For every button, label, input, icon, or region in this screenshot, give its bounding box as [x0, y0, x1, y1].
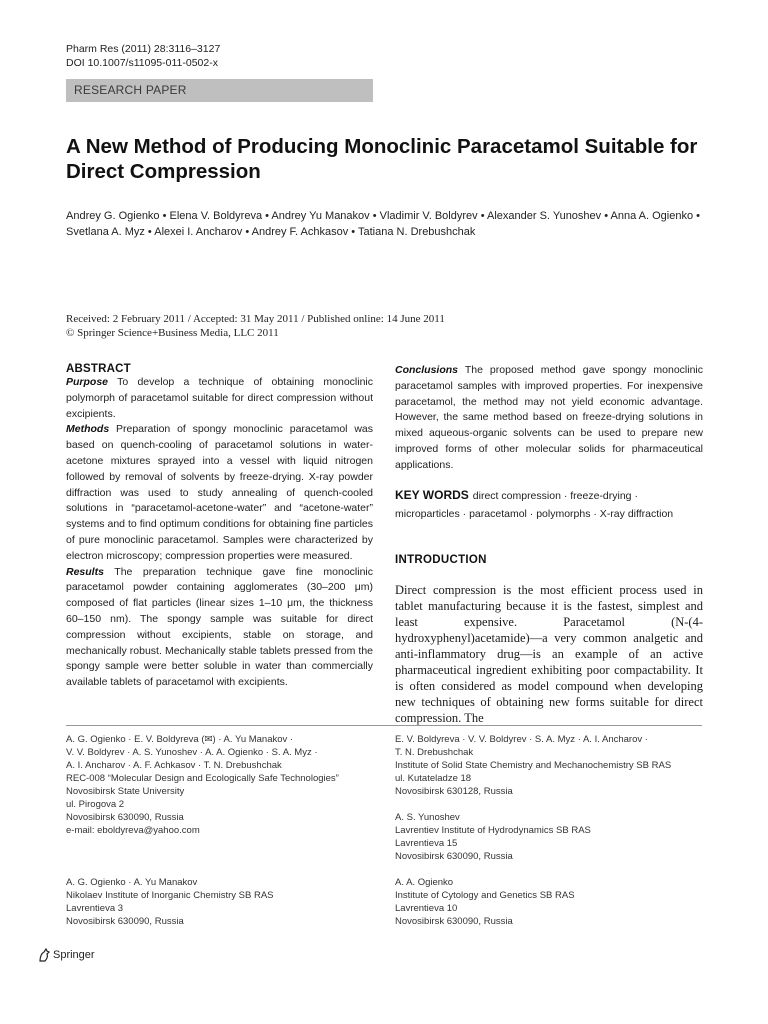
- results-text: The preparation technique gave fine monoclinic paracetamol powder containing agglomerates (30–200 μm) composed of flat particles (linear sizes 1–10 μm, the thickness 60–150 nm). The spongy sample was suitable for direct compression without excipients, stable on storage, and mechanically robust. Mechanically stable tablets pressed from the spongy sample were better soluble in water than commercially available tablets of paracetamol with excipients.: [66, 565, 373, 689]
- methods-label: Methods: [66, 423, 110, 436]
- affiliation-line: A. I. Ancharov · A. F. Achkasov · T. N. Drebushchak: [66, 760, 282, 771]
- methods-text: Preparation of spongy monoclinic paracetamol was based on quench-cooling of paracetamol solutions in water-acetone mixtures sprayed into a vessel with liquid nitrogen followed by removal of solvents by freeze-drying. X-ray powder diffraction was used to study annealing of quench-cooled solutions in “paracetamol-acetone-water” and “acetone-water” systems and to find optimum conditions for obtaining fine particles of pure monoclinic paracetamol. Samples were characterized by electron microscopy; compression properties were measured.: [66, 423, 373, 562]
- introduction-heading: INTRODUCTION: [395, 553, 487, 566]
- introduction-text: Direct compression is the most efficient process used in tablet manufacturing because it is the fastest, simplest and least expensive. Paracetamol (N-(4-hydroxyphenyl)acetamide)—a very common analgetic and anti-inflammatory drug—is an example of an active pharmaceutical ingredient exhibiting poor compactability. It is often considered as model compound when developing new techniques of obtaining new forms suitable for direct compression. The: [395, 582, 703, 725]
- affiliation-line: ul. Pirogova 2: [66, 799, 125, 810]
- affiliation-line: Novosibirsk 630128, Russia: [395, 786, 513, 797]
- keywords-text: direct compression · freeze-drying · microparticles · paracetamol · polymorphs · X-ray diffraction: [395, 489, 674, 520]
- abstract-body: [66, 375, 373, 691]
- contact-email: e-mail: eboldyreva@yahoo.com: [66, 825, 200, 836]
- footnote-divider: [66, 725, 702, 726]
- publisher-name: Springer: [53, 949, 95, 961]
- affiliation-line: Lavrentieva 10: [395, 903, 458, 914]
- affiliation-line: A. A. Ogienko: [395, 877, 454, 888]
- conclusions-text: The proposed method gave spongy monoclinic paracetamol samples with improved properties. For inexpensive paracetamol, the method may not yield economic advantage. However, the same method based on freeze-drying solutions in mixed aqueous-organic solvents can be used to prepare new improved forms of other molecular solids for pharmaceutical applications.: [395, 364, 703, 471]
- affiliation-line: Lavrentieva 15: [395, 838, 458, 849]
- affiliation-block: [395, 733, 695, 798]
- purpose-label: Purpose: [66, 376, 109, 388]
- affiliation-line: Lavrentiev Institute of Hydrodynamics SB RAS: [395, 825, 591, 836]
- affiliation-line: V. V. Boldyrev · A. S. Yunoshev · A. A. Ogienko · S. A. Myz ·: [66, 747, 318, 758]
- journal-citation: Pharm Res (2011) 28:3116–3127: [66, 43, 221, 55]
- affiliation-line: E. V. Boldyreva · V. V. Boldyrev · S. A. Myz · A. I. Ancharov ·: [395, 734, 648, 745]
- keywords-heading: KEY WORDS: [395, 487, 469, 502]
- affiliation-block: [395, 876, 695, 928]
- affiliation-line: Institute of Solid State Chemistry and Mechanochemistry SB RAS: [395, 760, 672, 771]
- affiliation-line: REC-008 “Molecular Design and Ecologically Safe Technologies”: [66, 773, 339, 784]
- affiliation-line: Novosibirsk 630090, Russia: [66, 812, 184, 823]
- keywords-block: [395, 486, 703, 523]
- paper-title: A New Method of Producing Monoclinic Paracetamol Suitable for Direct Compression: [66, 135, 698, 183]
- affiliation-line: Novosibirsk 630090, Russia: [395, 851, 513, 862]
- purpose-text: To develop a technique of obtaining monoclinic polymorph of paracetamol suitable for direct compression without excipients.: [66, 376, 373, 420]
- springer-horse-icon: [38, 948, 50, 962]
- right-column: [395, 363, 703, 726]
- affiliation-line: Novosibirsk 630090, Russia: [395, 916, 513, 927]
- abstract-heading: ABSTRACT: [66, 363, 131, 375]
- affiliation-line: Novosibirsk State University: [66, 786, 185, 797]
- publisher-logo: [38, 948, 95, 962]
- affiliation-block: [66, 876, 366, 928]
- affiliation-line: A. G. Ogienko · A. Yu Manakov: [66, 877, 198, 888]
- affiliation-line: T. N. Drebushchak: [395, 747, 474, 758]
- conclusions-paragraph: [395, 363, 703, 474]
- affiliation-block: [395, 811, 695, 863]
- publication-dates: [66, 312, 716, 340]
- affiliation-line: Institute of Cytology and Genetics SB RAS: [395, 890, 575, 901]
- dates-line: Received: 2 February 2011 / Accepted: 31 May 2011 / Published online: 14 June 2011: [66, 313, 445, 325]
- affiliation-line: A. S. Yunoshev: [395, 812, 460, 823]
- affiliation-line: A. G. Ogienko · E. V. Boldyreva (✉) · A. Yu Manakov ·: [66, 734, 294, 745]
- affiliation-line: ul. Kutateladze 18: [395, 773, 472, 784]
- section-banner: RESEARCH PAPER: [66, 79, 373, 102]
- affiliation-line: Lavrentieva 3: [66, 903, 124, 914]
- author-list: Andrey G. Ogienko • Elena V. Boldyreva • Andrey Yu Manakov • Vladimir V. Boldyrev • Alexander S. Yunoshev • Anna A. Ogienko • Svetlana A. Myz • Alexei I. Ancharov • Andrey F. Achkasov • Tatiana N. Drebushchak: [66, 210, 700, 238]
- affiliation-line: Nikolaev Institute of Inorganic Chemistry SB RAS: [66, 890, 274, 901]
- journal-reference: [66, 42, 220, 70]
- conclusions-label: Conclusions: [395, 364, 459, 376]
- affiliation-line: Novosibirsk 630090, Russia: [66, 916, 184, 927]
- results-label: Results: [66, 565, 104, 578]
- abstract-column: [66, 363, 373, 691]
- doi-line: DOI 10.1007/s11095-011-0502-x: [66, 57, 218, 69]
- copyright-line: © Springer Science+Business Media, LLC 2011: [66, 327, 279, 339]
- affiliation-block: [66, 733, 366, 837]
